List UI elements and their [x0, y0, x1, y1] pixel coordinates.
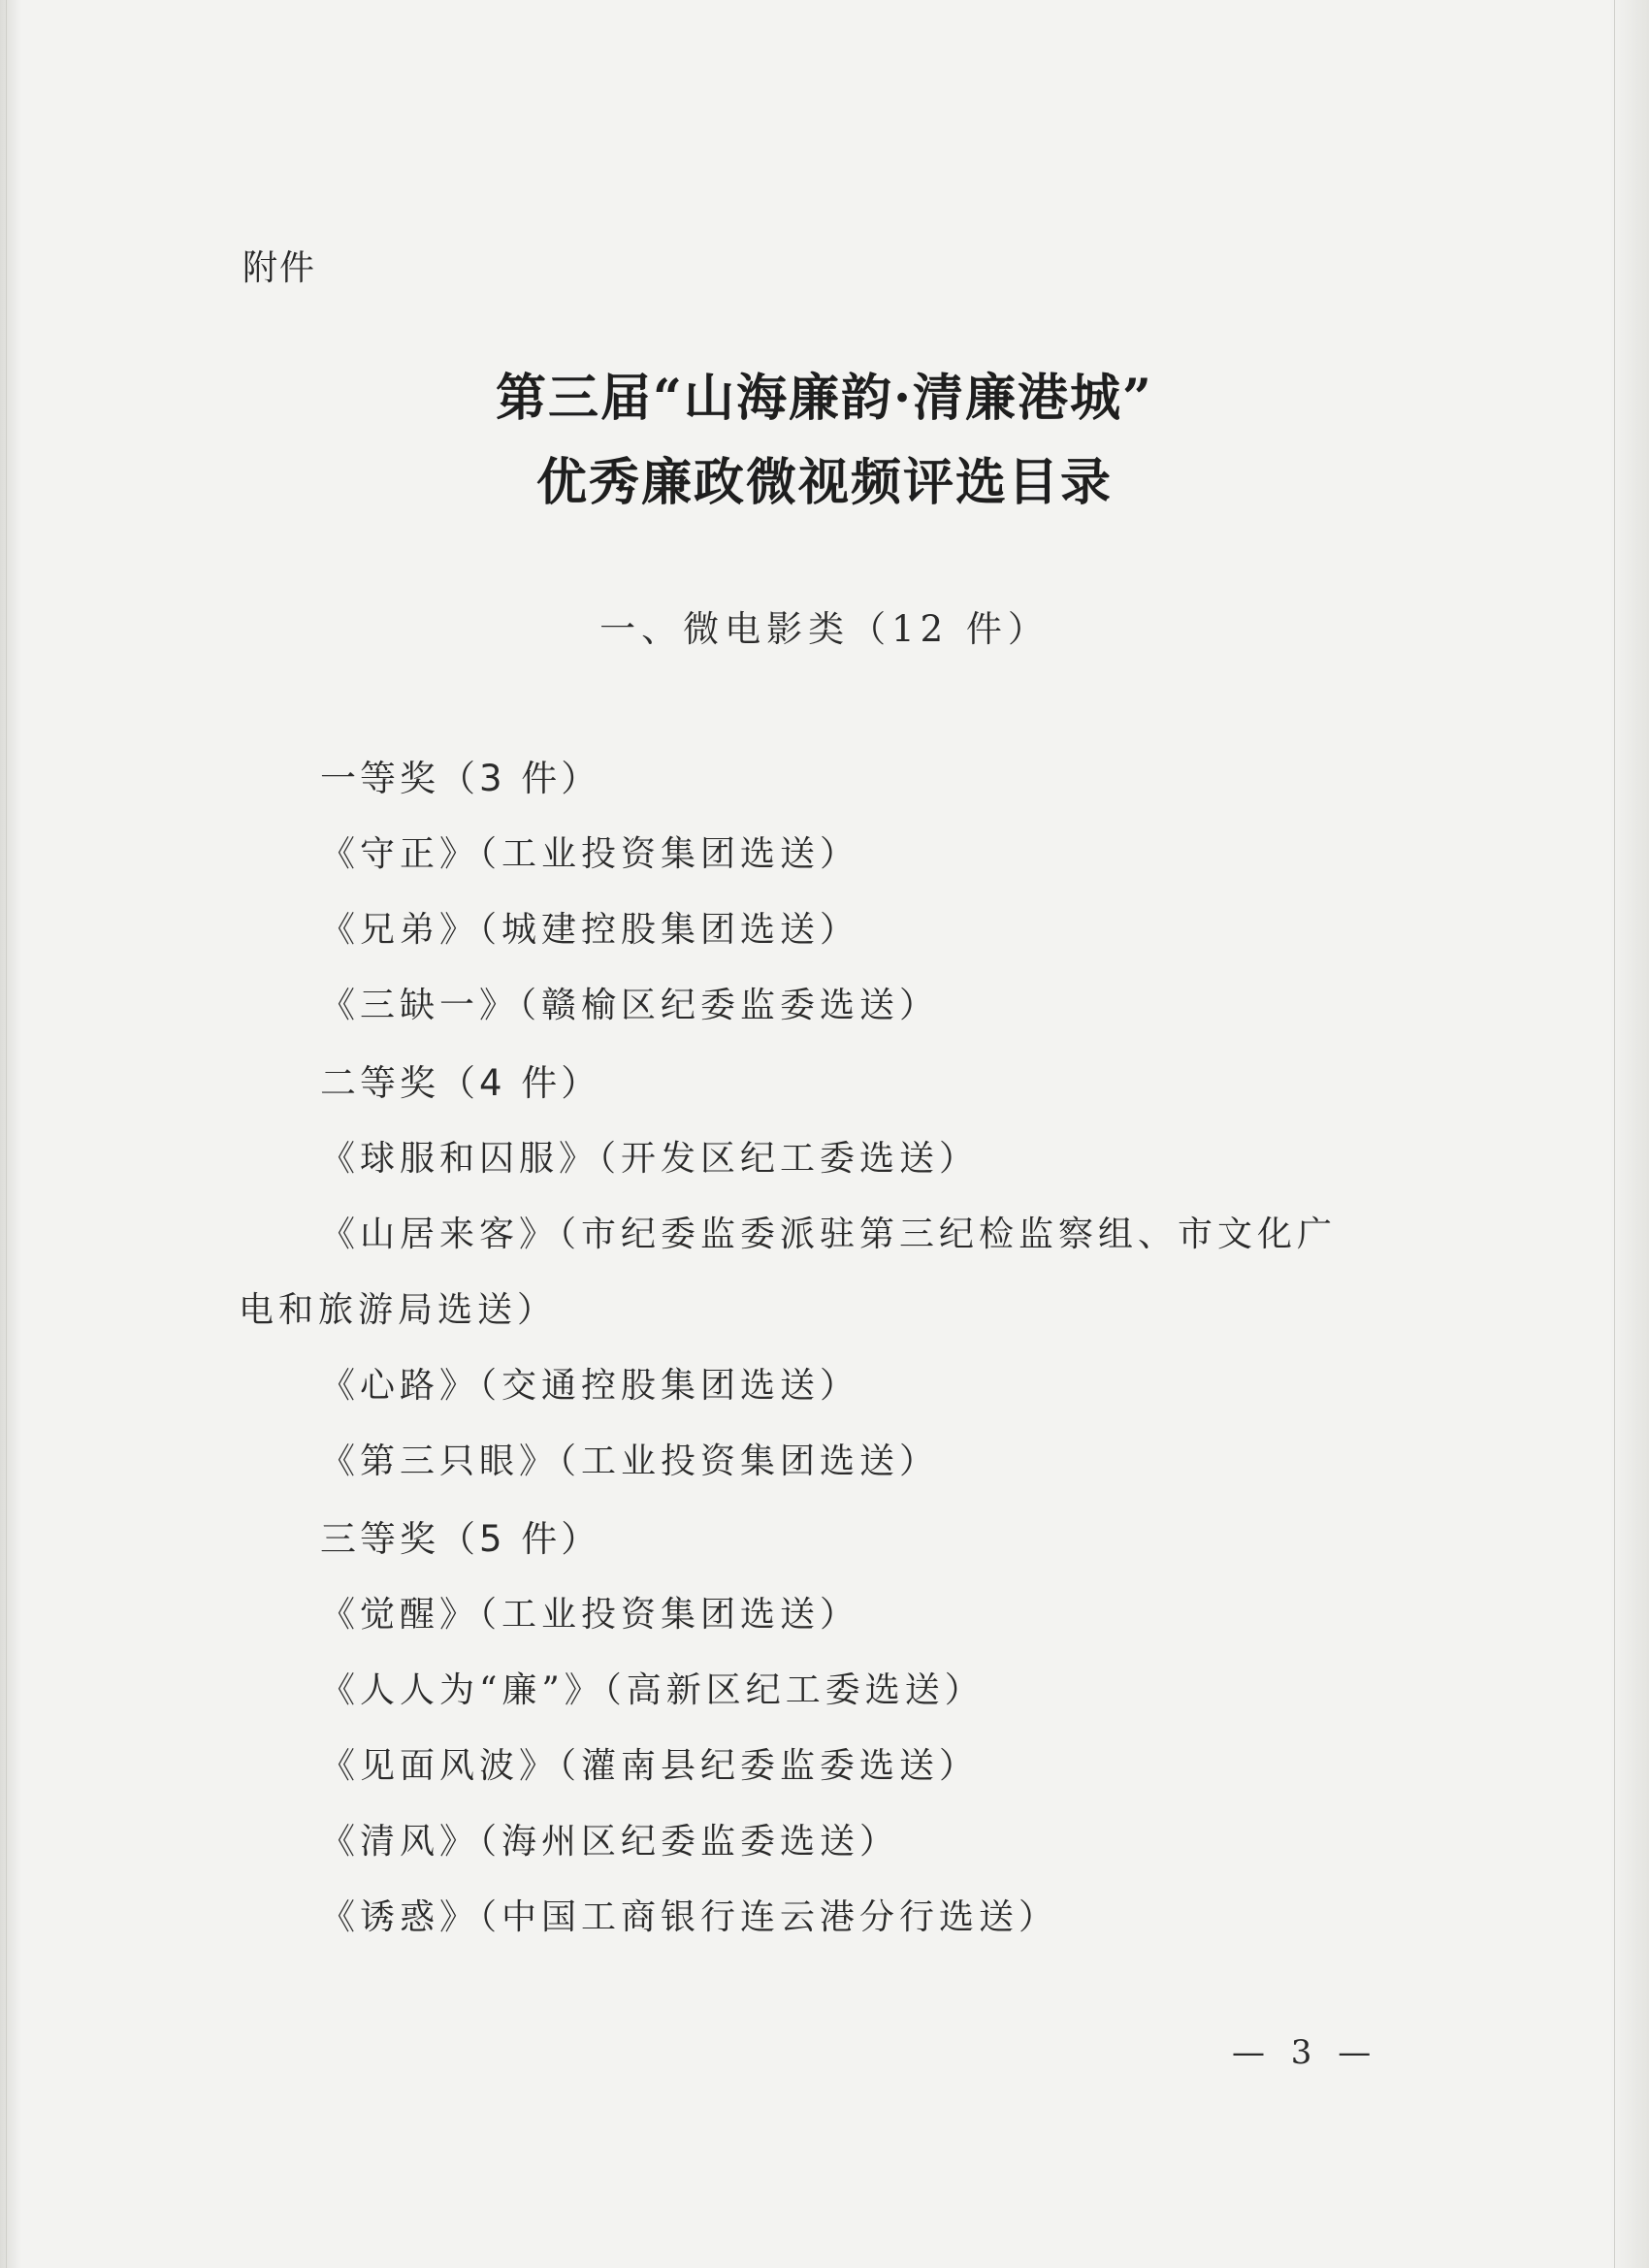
section-heading: 一、微电影类（12 件） [599, 608, 1050, 650]
page-number: — 3 — [1232, 2033, 1379, 2072]
list-item: 《守正》（工业投资集团选送） [320, 834, 860, 874]
award-heading-third: 三等奖（5 件） [320, 1518, 601, 1560]
list-item: 《球服和囚服》（开发区纪工委选送） [320, 1139, 980, 1179]
list-item: 《山居来客》（市纪委监委派驻第三纪检监察组、市文化广 [320, 1215, 1338, 1254]
document-title-line-1: 第三届“山海廉韵·清廉港城” [496, 369, 1153, 428]
page-shadow-left [0, 0, 21, 2268]
page-shadow-right [1610, 0, 1649, 2268]
list-item: 《人人为“廉”》（高新区纪工委选送） [320, 1670, 985, 1710]
document-title-line-2: 优秀廉政微视频评选目录 [535, 453, 1113, 512]
list-item: 《诱惑》（中国工商银行连云港分行选送） [320, 1897, 1059, 1937]
list-item: 《心路》（交通控股集团选送） [320, 1366, 860, 1406]
list-item: 《见面风波》（灌南县纪委监委选送） [320, 1746, 980, 1786]
list-item: 《第三只眼》（工业投资集团选送） [320, 1442, 940, 1481]
award-heading-first: 一等奖（3 件） [320, 758, 601, 799]
list-item: 《清风》（海州区纪委监委选送） [320, 1822, 900, 1862]
page-edge-line-left [6, 0, 7, 2268]
list-item: 《觉醒》（工业投资集团选送） [320, 1595, 860, 1635]
list-item: 《三缺一》（赣榆区纪委监委选送） [320, 986, 940, 1025]
attachment-label: 附件 [242, 248, 317, 288]
list-item: 《兄弟》（城建控股集团选送） [320, 910, 860, 950]
page-edge-line-right [1614, 0, 1615, 2268]
list-item-continuation: 电和旅游局选送） [239, 1290, 558, 1330]
award-heading-second: 二等奖（4 件） [320, 1062, 601, 1104]
